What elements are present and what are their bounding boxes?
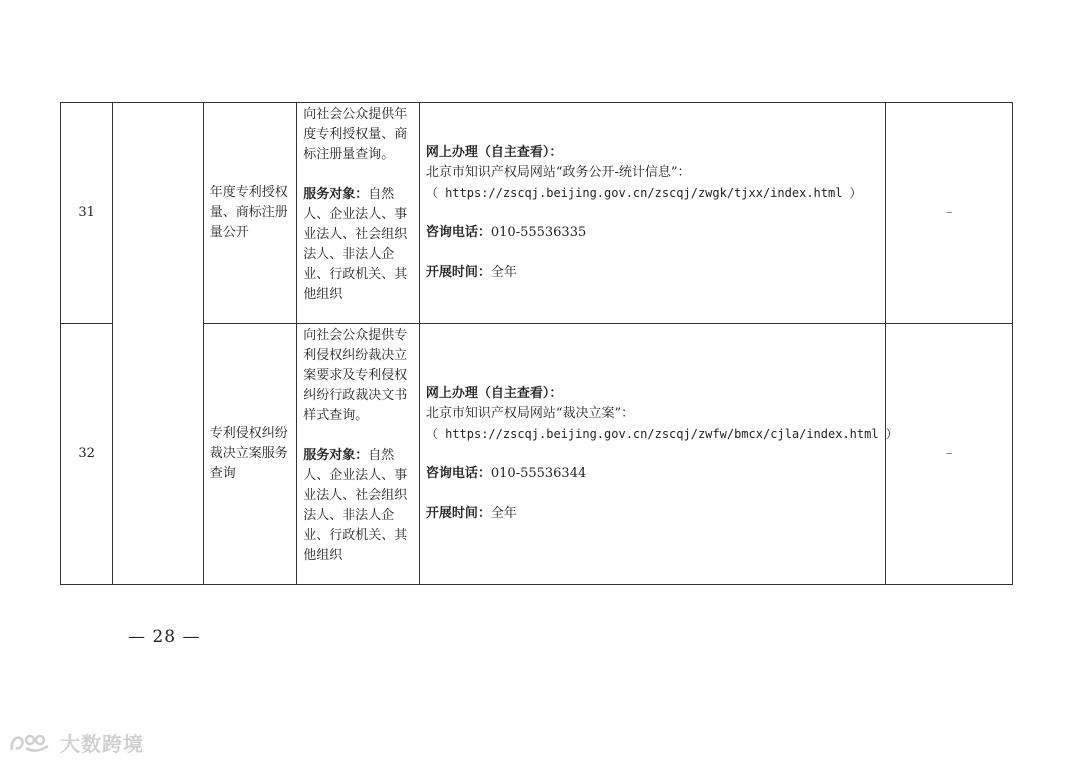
service-description: 向社会公众提供专利侵权纠纷裁决立案要求及专利侵权纠纷行政裁决文书样式查询。 — [303, 328, 408, 423]
time-value: 全年 — [490, 265, 517, 280]
watermark-text: 大数跨境 — [60, 732, 144, 756]
service-description-cell — [297, 324, 420, 585]
page-number: — 28 — — [128, 627, 201, 647]
row-number: 32 — [61, 324, 113, 585]
service-description: 向社会公众提供年度专利授权量、商标注册量查询。 — [303, 107, 408, 162]
service-detail-cell — [419, 103, 885, 324]
row-number: 31 — [61, 103, 113, 324]
online-site: 北京市知识产权局网站“裁决立案”： — [425, 406, 635, 421]
remark: – — [886, 103, 1013, 324]
online-label: 网上办理（自主查看）： — [425, 145, 563, 160]
online-label: 网上办理（自主查看）： — [425, 386, 563, 401]
time-label: 开展时间： — [425, 265, 491, 280]
service-description-cell — [297, 103, 420, 324]
service-name: 专利侵权纠纷裁决立案服务查询 — [203, 324, 296, 585]
online-url-link[interactable]: （ https://zscqj.beijing.gov.cn/zscqj/zwfw/bmcx/cjla/index.html ） — [425, 427, 898, 441]
service-name: 年度专利授权量、商标注册量公开 — [203, 103, 296, 324]
service-detail-cell — [419, 324, 898, 585]
phone-label: 咨询电话： — [425, 225, 491, 240]
remark: – — [886, 324, 1013, 585]
time-label: 开展时间： — [425, 506, 491, 521]
online-url-link[interactable]: （ https://zscqj.beijing.gov.cn/zscqj/zwgk/tjxx/index.html ） — [425, 186, 862, 200]
phone-label: 咨询电话： — [425, 466, 491, 481]
phone-number: 010-55536335 — [490, 225, 587, 240]
watermark — [8, 728, 144, 757]
merged-category-cell — [113, 103, 203, 585]
online-site: 北京市知识产权局网站“政务公开-统计信息”： — [425, 165, 691, 180]
service-target-label: 服务对象： — [303, 448, 369, 463]
phone-number: 010-55536344 — [490, 466, 587, 481]
watermark-logo-icon — [8, 730, 54, 756]
service-table — [60, 102, 1013, 585]
table-row — [61, 103, 1013, 324]
time-value: 全年 — [490, 506, 517, 521]
service-target-label: 服务对象： — [303, 187, 369, 202]
table-row — [61, 324, 1013, 585]
service-target: 自然人、企业法人、事业法人、社会组织法人、非法人企业、行政机关、其他组织 — [303, 448, 408, 563]
service-target: 自然人、企业法人、事业法人、社会组织法人、非法人企业、行政机关、其他组织 — [303, 187, 408, 302]
